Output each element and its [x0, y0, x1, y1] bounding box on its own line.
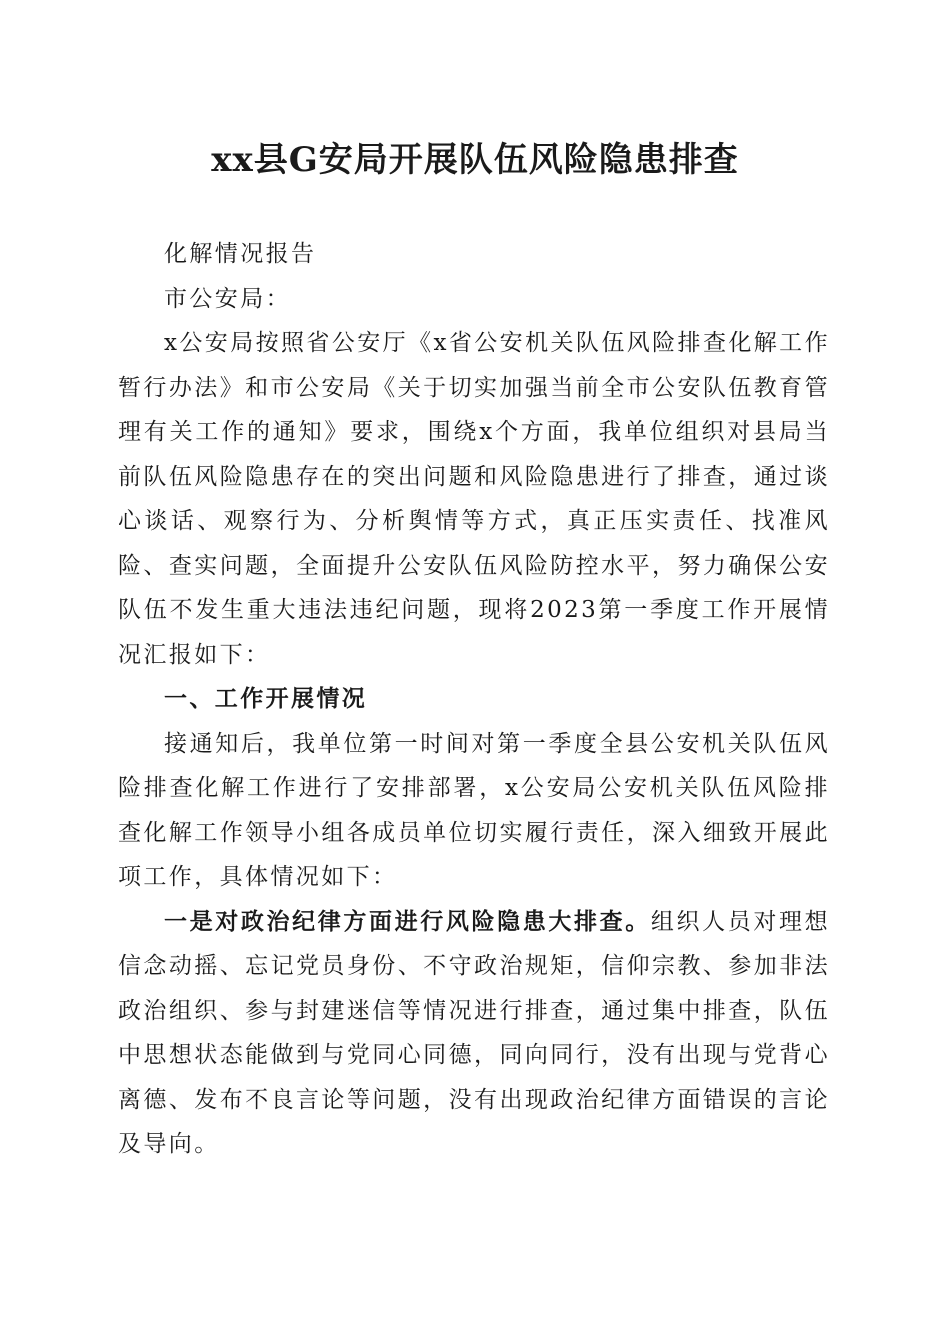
- item-paragraph: [118, 900, 830, 1167]
- document-subtitle: 化解情况报告: [164, 241, 317, 267]
- intro-paragraph: x公安局按照省公安厅《x省公安机关队伍风险排查化解工作暂行办法》和市公安局《关于切实加强当前全市公安队伍教育管理有关工作的通知》要求，围绕x个方面，我单位组织对县局当前队伍风险隐患存在的突出问题和风险隐患进行了排查，通过谈心谈话、观察行为、分析舆情等方式，真正压实责任、找准风险、查实问题，全面提升公安队伍风险防控水平，努力确保公安队伍不发生重大违法违纪问题，现将2023第一季度工作开展情况汇报如下：: [118, 330, 830, 668]
- section-paragraph: 接通知后，我单位第一时间对第一季度全县公安机关队伍风险排查化解工作进行了安排部署，x公安局公安机关队伍风险排查化解工作领导小组各成员单位切实履行责任，深入细致开展此项工作，具体情况如下：: [118, 730, 830, 890]
- document-title: xx县G安局开展队伍风险隐患排查: [211, 140, 739, 180]
- item-text: 组织人员对理想信念动摇、忘记党员身份、不守政治规矩，信仰宗教、参加非法政治组织、参与封建迷信等情况进行排查，通过集中排查，队伍中思想状态能做到与党同心同德，同向同行，没有出现与党背心离德、发布不良言论等问题，没有出现政治纪律方面错误的言论及导向。: [118, 908, 830, 1157]
- item-lead: 一是对政治纪律方面进行风险隐患大排查。: [164, 907, 651, 935]
- salutation: 市公安局：: [164, 285, 291, 312]
- document-body: [118, 232, 830, 1167]
- section-heading: 一、工作开展情况: [164, 686, 368, 712]
